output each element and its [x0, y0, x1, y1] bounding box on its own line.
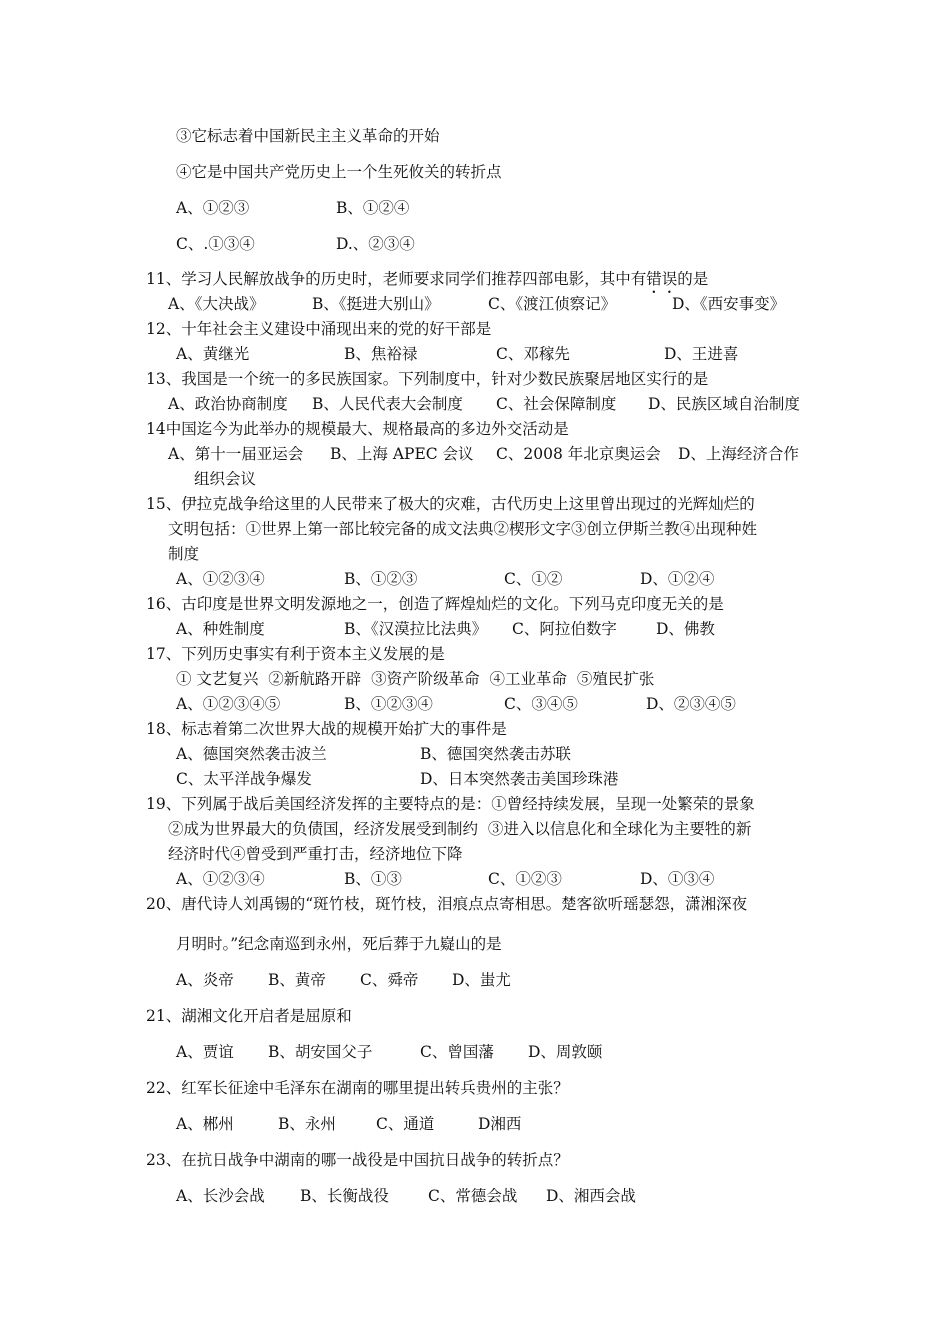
- q10-item-4: ④它是中国共产党历史上一个生死攸关的转折点: [176, 163, 502, 181]
- q15-option-c: C、①②: [504, 570, 563, 588]
- q15-stem-line-3: 制度: [168, 545, 200, 563]
- q11-option-b: B、《挺进大别山》: [312, 295, 440, 313]
- q14-option-a: A、第十一届亚运会: [168, 445, 304, 463]
- q12-option-d: D、王进喜: [664, 345, 739, 363]
- q21-option-d: D、周敦颐: [528, 1043, 603, 1061]
- q14-option-c: C、2008 年北京奥运会: [496, 445, 661, 463]
- q14-option-d-continued: 组织会议: [194, 470, 257, 488]
- q21-option-b: B、胡安国父子: [268, 1043, 373, 1061]
- q13-option-b: B、人民代表大会制度: [312, 395, 463, 413]
- q13-option-a: A、政治协商制度: [168, 395, 288, 413]
- q19-option-d: D、①③④: [640, 870, 715, 888]
- q20-option-a: A、炎帝: [176, 971, 234, 989]
- q10-item-3: ③它标志着中国新民主主义革命的开始: [176, 127, 440, 145]
- q10-option-c: C、.①③④: [176, 235, 255, 253]
- q16-option-d: D、佛教: [656, 620, 715, 638]
- q18-option-c: C、太平洋战争爆发: [176, 770, 312, 788]
- q20-option-d: D、蚩尤: [452, 971, 511, 989]
- q13-option-c: C、社会保障制度: [496, 395, 617, 413]
- q11-stem-emphasis: 错误: [646, 270, 678, 288]
- q13-stem: 13、我国是一个统一的多民族国家。下列制度中，针对少数民族聚居地区实行的是: [146, 370, 709, 388]
- q19-stem-line-3: 经济时代④曾受到严重打击，经济地位下降: [168, 845, 463, 863]
- q14-option-b: B、上海 APEC 会议: [330, 445, 474, 463]
- q12-option-a: A、黄继光: [176, 345, 250, 363]
- q19-stem-line-1: 19、下列属于战后美国经济发挥的主要特点的是：①曾经持续发展，呈现一处繁荣的景象: [146, 795, 755, 813]
- q19-stem-line-2: ②成为世界最大的负债国，经济发展受到制约 ③进入以信息化和全球化为主要牲的新: [168, 820, 752, 838]
- q23-option-a: A、长沙会战: [176, 1187, 265, 1205]
- q22-option-d: D湘西: [478, 1115, 522, 1133]
- q16-option-b: B、《汉漠拉比法典》: [344, 620, 488, 638]
- q16-option-c: C、阿拉伯数字: [512, 620, 617, 638]
- q17-option-a: A、①②③④⑤: [176, 695, 281, 713]
- q18-option-b: B、德国突然袭击苏联: [420, 745, 571, 763]
- q23-option-b: B、长衡战役: [300, 1187, 389, 1205]
- q15-option-d: D、①②④: [640, 570, 715, 588]
- q17-option-d: D、②③④⑤: [646, 695, 736, 713]
- q12-option-c: C、邓稼先: [496, 345, 570, 363]
- q22-option-a: A、郴州: [176, 1115, 234, 1133]
- q11-stem-part-a: 11、学习人民解放战争的历史时，老师要求同学们推荐四部电影，其中有: [146, 270, 647, 288]
- q23-option-c: C、常德会战: [428, 1187, 518, 1205]
- q16-option-a: A、种姓制度: [176, 620, 265, 638]
- q12-stem: 12、十年社会主义建设中涌现出来的党的好干部是: [146, 320, 492, 338]
- q21-option-c: C、曾国藩: [420, 1043, 494, 1061]
- q10-option-a: A、①②③: [176, 199, 250, 217]
- q11-option-c: C、《渡江侦察记》: [488, 295, 617, 313]
- q20-stem-line-1: 20、唐代诗人刘禹锡的“斑竹枝，斑竹枝，泪痕点点寄相思。楚客欲听瑶瑟怨，潇湘深夜: [146, 895, 748, 913]
- q11-stem: [146, 269, 708, 297]
- q22-stem: 22、红军长征途中毛泽东在湖南的哪里提出转兵贵州的主张？: [146, 1079, 569, 1097]
- q18-stem: 18、标志着第二次世界大战的规模开始扩大的事件是: [146, 720, 507, 738]
- q17-stem: 17、下列历史事实有利于资本主义发展的是: [146, 645, 445, 663]
- q23-option-d: D、湘西会战: [546, 1187, 636, 1205]
- q23-stem: 23、在抗日战争中湖南的哪一战役是中国抗日战争的转折点？: [146, 1151, 569, 1169]
- q15-stem-line-2: 文明包括：①世界上第一部比较完备的成文法典②楔形文字③创立伊斯兰教④出现种姓: [168, 520, 758, 538]
- q11-stem-part-c: 的是: [677, 270, 709, 288]
- q11-option-a: A、《大决战》: [168, 295, 265, 313]
- q22-option-b: B、永州: [278, 1115, 336, 1133]
- q19-option-c: C、①②③: [488, 870, 562, 888]
- q19-option-a: A、①②③④: [176, 870, 265, 888]
- q22-option-c: C、通道: [376, 1115, 435, 1133]
- q15-stem-line-1: 15、伊拉克战争给这里的人民带来了极大的灾难，古代历史上这里曾出现过的光辉灿烂的: [146, 495, 755, 513]
- q20-option-c: C、舜帝: [360, 971, 419, 989]
- q16-stem: 16、古印度是世界文明发源地之一，创造了辉煌灿烂的文化。下列马克印度无关的是: [146, 595, 724, 613]
- q21-stem: 21、湖湘文化开启者是屈原和: [146, 1007, 352, 1025]
- q17-option-c: C、③④⑤: [504, 695, 578, 713]
- q14-option-d: D、上海经济合作: [678, 445, 799, 463]
- q12-option-b: B、焦裕禄: [344, 345, 418, 363]
- q15-option-b: B、①②③: [344, 570, 418, 588]
- q21-option-a: A、贾谊: [176, 1043, 234, 1061]
- q14-stem: 14中国迄今为此举办的规模最大、规格最高的多边外交活动是: [146, 420, 569, 438]
- q17-option-b: B、①②③④: [344, 695, 433, 713]
- q10-option-b: B、①②④: [336, 199, 410, 217]
- q11-option-d: D、《西安事变》: [672, 295, 786, 313]
- q15-option-a: A、①②③④: [176, 570, 265, 588]
- q20-option-b: B、黄帝: [268, 971, 326, 989]
- q13-option-d: D、民族区域自治制度: [648, 395, 800, 413]
- q17-items: ① 文艺复兴 ②新航路开辟 ③资产阶级革命 ④工业革命 ⑤殖民扩张: [176, 670, 655, 688]
- q20-stem-line-2: 月明时。”纪念南巡到永州，死后葬于九嶷山的是: [176, 935, 502, 953]
- q18-option-a: A、德国突然袭击波兰: [176, 745, 327, 763]
- q19-option-b: B、①③: [344, 870, 402, 888]
- q10-option-d: D.、②③④: [336, 235, 415, 253]
- q18-option-d: D、日本突然袭击美国珍珠港: [420, 770, 619, 788]
